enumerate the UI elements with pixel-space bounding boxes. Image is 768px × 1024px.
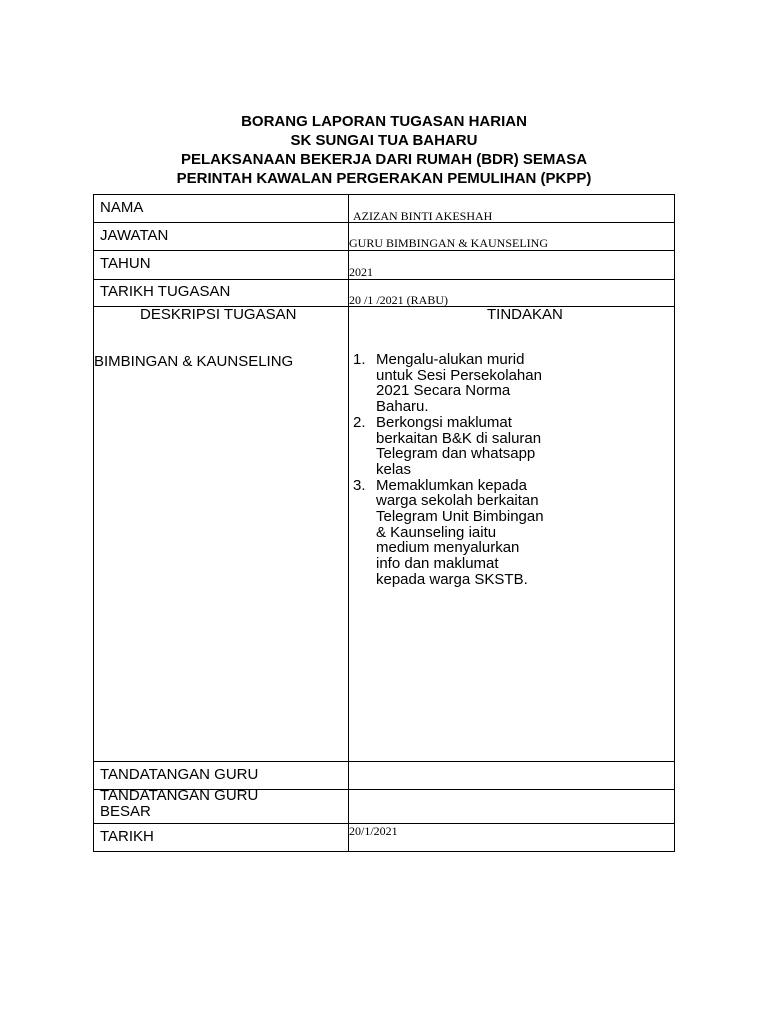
list-number: 2. (353, 413, 366, 431)
table-border-left (93, 194, 94, 852)
task-description: BIMBINGAN & KAUNSELING (94, 353, 294, 370)
list-text-line: 2021 Secara Norma (376, 382, 511, 400)
form-header (0, 112, 768, 188)
report-form-table (93, 194, 675, 852)
list-item (351, 478, 561, 588)
list-item (351, 352, 561, 415)
list-text-line: Telegram Unit Bimbingan (376, 508, 544, 526)
nama-value: AZIZAN BINTI AKESHAH (353, 209, 493, 223)
list-item (351, 415, 561, 478)
tarikh-tugasan-value: 20 /1 /2021 (RABU) (349, 293, 448, 307)
tandatangan-guru-besar-label (100, 788, 258, 820)
list-text-line: & Kaunseling iaitu (376, 523, 497, 541)
tindakan-header: TINDAKAN (487, 306, 563, 323)
tarikh-label: TARIKH (100, 828, 154, 845)
list-text-line: warga sekolah berkaitan (376, 492, 539, 510)
tahun-value: 2021 (349, 265, 373, 279)
form-subtitle-line1: PELAKSANAAN BEKERJA DARI RUMAH (BDR) SEMASA (180, 151, 588, 168)
table-border-right (674, 194, 675, 852)
list-number: 3. (353, 476, 366, 494)
list-text-line: Mengalu-alukan murid (376, 351, 525, 368)
jawatan-value: GURU BIMBINGAN & KAUNSELING (349, 236, 548, 250)
row-divider (93, 279, 675, 280)
list-text-line: kepada warga SKSTB. (376, 570, 528, 588)
deskripsi-tugasan-header: DESKRIPSI TUGASAN (140, 306, 297, 323)
action-list (351, 352, 561, 588)
row-divider (93, 761, 675, 762)
table-border-top (93, 194, 675, 195)
tandatangan-guru-besar-label-line1: TANDATANGAN GURU (100, 787, 259, 804)
tandatangan-guru-label: TANDATANGAN GURU (100, 766, 259, 783)
tahun-label: TAHUN (100, 255, 151, 272)
list-number: 1. (353, 351, 366, 368)
school-name: SK SUNGAI TUA BAHARU (290, 132, 478, 149)
tandatangan-guru-besar-label-line2: BESAR (100, 803, 151, 820)
form-subtitle-line2: PERINTAH KAWALAN PERGERAKAN PEMULIHAN (PKPP) (176, 170, 592, 187)
table-border-bottom (93, 851, 675, 852)
jawatan-label: JAWATAN (100, 227, 169, 244)
list-text-line: kelas (376, 460, 412, 478)
list-text-line: medium menyalurkan (376, 539, 520, 557)
list-text-line: Berkongsi maklumat (376, 413, 512, 431)
form-title: BORANG LAPORAN TUGASAN HARIAN (241, 113, 527, 130)
nama-label: NAMA (100, 199, 144, 216)
tarikh-value: 20/1/2021 (349, 824, 398, 838)
list-text-line: Memaklumkan kepada (376, 476, 527, 494)
list-text-line: berkaitan B&K di saluran (376, 429, 542, 447)
tarikh-tugasan-label: TARIKH TUGASAN (100, 283, 231, 300)
list-text-line: info dan maklumat (376, 555, 499, 573)
list-text-line: untuk Sesi Persekolahan (376, 366, 542, 384)
list-text-line: Baharu. (376, 398, 429, 416)
list-text-line: Telegram dan whatsapp (376, 445, 536, 463)
